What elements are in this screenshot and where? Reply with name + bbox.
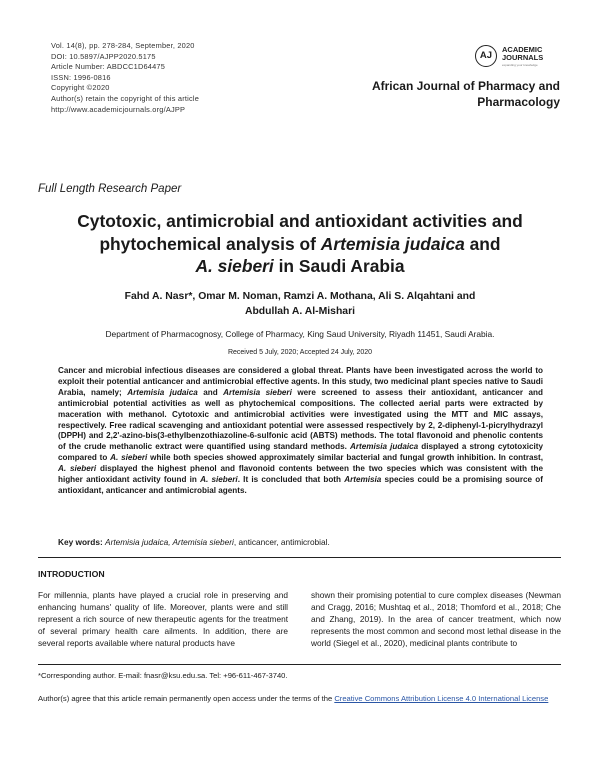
footnote-divider [38,664,561,665]
journal-name-line1: African Journal of Pharmacy and [371,79,560,93]
academic-journals-logo [475,45,585,71]
logo-tagline: expanding your knowledge [502,63,538,67]
abstract-text: displayed a strong cytotoxicity compared to [58,442,543,463]
received-dates: Received 5 July, 2020; Accepted 24 July, 2020 [227,349,373,356]
abstract-text: . It is concluded that both [237,475,345,485]
affiliation: Department of Pharmacognosy, College of Pharmacy, King Saud University, Riyadh 11451, Saudi Arabia. [105,329,495,339]
abstract-species: A. sieberi [110,453,148,463]
logo-mark: AJ [475,45,497,67]
meta-copyright-note: Author(s) retain the copyright of this article [51,93,200,103]
title-species-2: A. sieberi [195,256,274,276]
abstract-species: A. sieberi [200,475,238,485]
keywords-species: Artemisia judaica, Artemisia sieberi [105,537,234,547]
title-part: phytochemical analysis of [99,233,321,254]
keywords-rest: , anticancer, antimicrobial. [233,537,330,547]
abstract-text: species could be a promising source of antioxidant, anticancer and antimicrobial agents. [58,475,543,495]
intro-column-left: For millennia, plants have played a crucial role in preserving and enhancing humans' quality of life. Moreover, plants were and still represent a rich source of new therapeutic agents for the treatment of several primary health care ailments. In addition, there are several reports available where natural products have [38,590,288,649]
intro-column-right: shown their promising potential to cure complex diseases (Newman and Cragg, 2016; Mushtaq et al., 2018; Thomford et al., 2018; Che and Zhang, 2019). In the area of cancer treatment, which now represents the most common and second most lethal disease in the world (Siegel et al., 2020), medicinal plants contribute to [311,590,561,649]
keywords [58,537,330,547]
title-part: in Saudi Arabia [273,256,405,276]
title-line2 [0,233,600,256]
abstract-text: displayed the highest phenol and flavonoid contents between the two species which was consistent with the higher antioxidant activity found in [58,464,543,485]
abstract-species: A. sieberi [58,464,97,474]
authors-line1: Fahd A. Nasr*, Omar M. Noman, Ramzi A. Mothana, Ali S. Alqahtani and [124,291,476,302]
authors-line2: Abdullah A. Al-Mishari [244,305,356,317]
abstract-text: while both species showed approximately similar bacterial and fungal growth inhibition. In contrast, [147,453,543,463]
abstract-text: Cancer and microbial infectious diseases are considered a global threat. Plants have been investigated across the world to exploit their potential anticancer and antimicrobial effective agents. In this study, two medicinal plant species native to Saudi Arabia, namely; [58,366,543,397]
abstract-text: and [197,387,224,397]
license-notice [38,694,561,705]
article-type: Full Length Research Paper [38,183,182,195]
journal-name [372,78,560,110]
meta-article-number: Article Number: ABDCC1D64475 [51,62,166,72]
introduction-heading: INTRODUCTION [38,569,105,579]
logo-name [502,46,543,62]
abstract-text: were screened to assess their antioxidant, anticancer and antimicrobial potential activities as well as phytochemical compositions. The collected aerial parts were extracted by maceration with methanol. Cytotoxic and antimicrobial activities were investigated using the MTT and MIC assays, respectively. Free radical scavenging and antioxidant potential were assessed respectively by 2, 2-diphenyl-1-picrylhydrazyl (DPPH) and 2,2'-azino-bis(3-ethylbenzothiazoline-6-sulfonic acid (ABTS) methods. The total flavonoid and phenolic contents of the crude methanolic extract were quantified using standard methods. [58,387,543,452]
author-list [0,290,600,319]
section-divider [38,557,561,558]
title-species-1: Artemisia judaica [320,233,465,254]
corresponding-author: *Corresponding author. E-mail: fnasr@ksu.edu.sa. Tel: +96-611-467-3740. [38,671,288,680]
abstract [58,366,543,497]
logo-name-line1: ACADEMIC [502,45,543,54]
abstract-species: Artemisia judaica [350,442,419,452]
article-metadata [51,41,199,115]
abstract-species: Artemisia [344,475,382,485]
meta-doi: DOI: 10.5897/AJPP2020.5175 [51,51,156,61]
title-line3 [0,255,600,278]
keywords-label: Key words: [58,537,103,547]
meta-copyright: Copyright ©2020 [51,83,110,93]
license-text: Author(s) agree that this article remain permanently open access under the terms of the [38,694,335,703]
logo-name-line2: JOURNALS [502,53,544,62]
journal-name-line2: Pharmacology [477,95,560,109]
title-part: and [464,233,501,254]
meta-volume: Vol. 14(8), pp. 278-284, September, 2020 [51,41,195,50]
meta-issn: ISSN: 1996-0816 [51,72,111,82]
meta-url[interactable]: http://www.academicjournals.org/AJPP [51,104,186,114]
abstract-species: Artemisia judaica [127,387,198,397]
abstract-species: Artemisia sieberi [223,387,292,397]
license-link[interactable]: Creative Commons Attribution License 4.0 International License [334,694,549,703]
title-line1: Cytotoxic, antimicrobial and antioxidant activities and [77,211,523,231]
paper-title [0,210,600,278]
